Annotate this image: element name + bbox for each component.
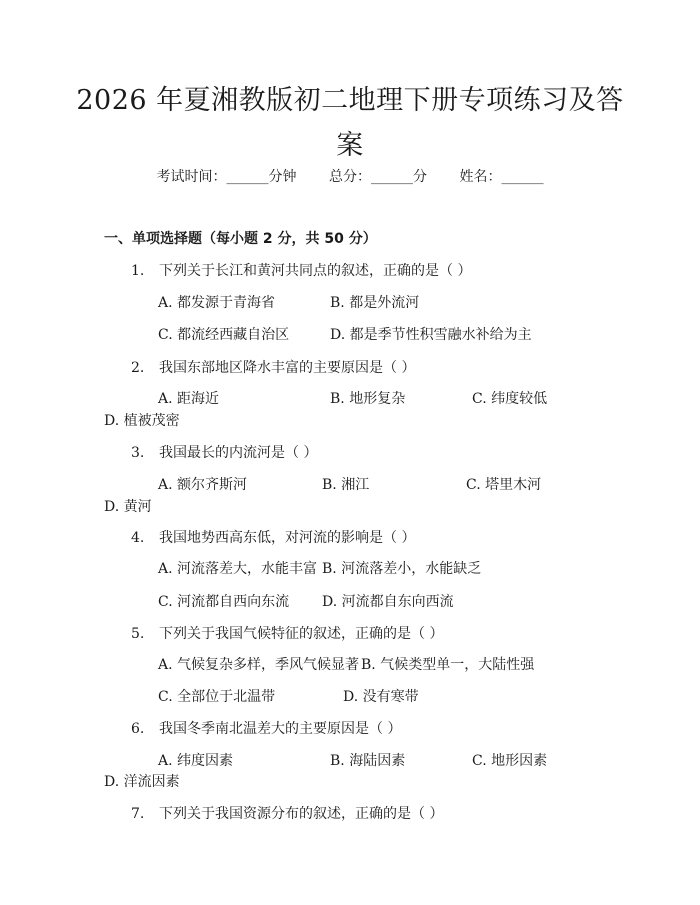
option-a: A. 气候复杂多样，季风气候显著 <box>158 657 360 673</box>
student-name: 姓名：______ <box>459 169 544 185</box>
question-1 <box>131 260 471 280</box>
option-a: A. 额尔齐斯河 <box>158 477 248 493</box>
option-a: A. 纬度因素 <box>158 753 234 769</box>
option-d: D. 黄河 <box>104 499 152 515</box>
question-number: 3. <box>131 445 145 461</box>
option-c: C. 塔里木河 <box>466 477 542 493</box>
option-d: D. 植被茂密 <box>104 413 180 429</box>
question-6 <box>131 718 401 738</box>
question-number: 5. <box>131 626 145 642</box>
section-heading: 一、单项选择题（每小题 2 分，共 50 分） <box>104 231 377 247</box>
question-text: 我国最长的内流河是（ ） <box>159 445 318 461</box>
option-c: C. 地形因素 <box>472 753 548 769</box>
option-d: D. 都是季节性积雪融水补给为主 <box>330 327 532 343</box>
question-text: 我国东部地区降水丰富的主要原因是（ ） <box>159 360 416 376</box>
option-b: B. 地形复杂 <box>330 391 406 407</box>
exam-time: 考试时间：______分钟 <box>156 169 297 185</box>
question-text: 我国地势西高东低，对河流的影响是（ ） <box>159 530 416 546</box>
option-c: C. 都流经西藏自治区 <box>158 327 290 343</box>
option-a: A. 河流落差大，水能丰富 <box>158 561 318 577</box>
option-b: B. 河流落差小，水能缺乏 <box>322 561 482 577</box>
question-5 <box>131 623 443 643</box>
title-line-1: 2026 年夏湘教版初二地理下册专项练习及答 <box>76 85 624 116</box>
question-number: 6. <box>131 721 145 737</box>
question-3 <box>131 442 317 462</box>
question-number: 7. <box>131 806 145 822</box>
option-c: C. 河流都自西向东流 <box>158 594 290 610</box>
option-c: C. 全部位于北温带 <box>158 689 276 705</box>
question-number: 4. <box>131 530 145 546</box>
option-a: A. 距海近 <box>158 391 220 407</box>
option-d: D. 洋流因素 <box>104 774 180 790</box>
question-text: 下列关于长江和黄河共同点的叙述，正确的是（ ） <box>159 263 472 279</box>
question-4 <box>131 527 415 547</box>
option-d: D. 没有寒带 <box>343 689 419 705</box>
question-number: 1. <box>131 263 145 279</box>
question-text: 我国冬季南北温差大的主要原因是（ ） <box>159 721 402 737</box>
option-b: B. 气候类型单一，大陆性强 <box>361 657 535 673</box>
question-7 <box>131 803 443 823</box>
document-title <box>60 78 640 168</box>
option-b: B. 海陆因素 <box>330 753 406 769</box>
question-text: 下列关于我国资源分布的叙述，正确的是（ ） <box>159 806 444 822</box>
question-text: 下列关于我国气候特征的叙述，正确的是（ ） <box>159 626 444 642</box>
option-b: B. 湘江 <box>322 477 370 493</box>
option-b: B. 都是外流河 <box>330 295 420 311</box>
option-d: D. 河流都自东向西流 <box>322 594 454 610</box>
exam-info <box>0 166 700 188</box>
question-2 <box>131 357 415 377</box>
option-c: C. 纬度较低 <box>472 391 548 407</box>
option-a: A. 都发源于青海省 <box>158 295 276 311</box>
total-score: 总分：______分 <box>329 169 427 185</box>
title-line-2: 案 <box>336 130 364 161</box>
question-number: 2. <box>131 360 145 376</box>
